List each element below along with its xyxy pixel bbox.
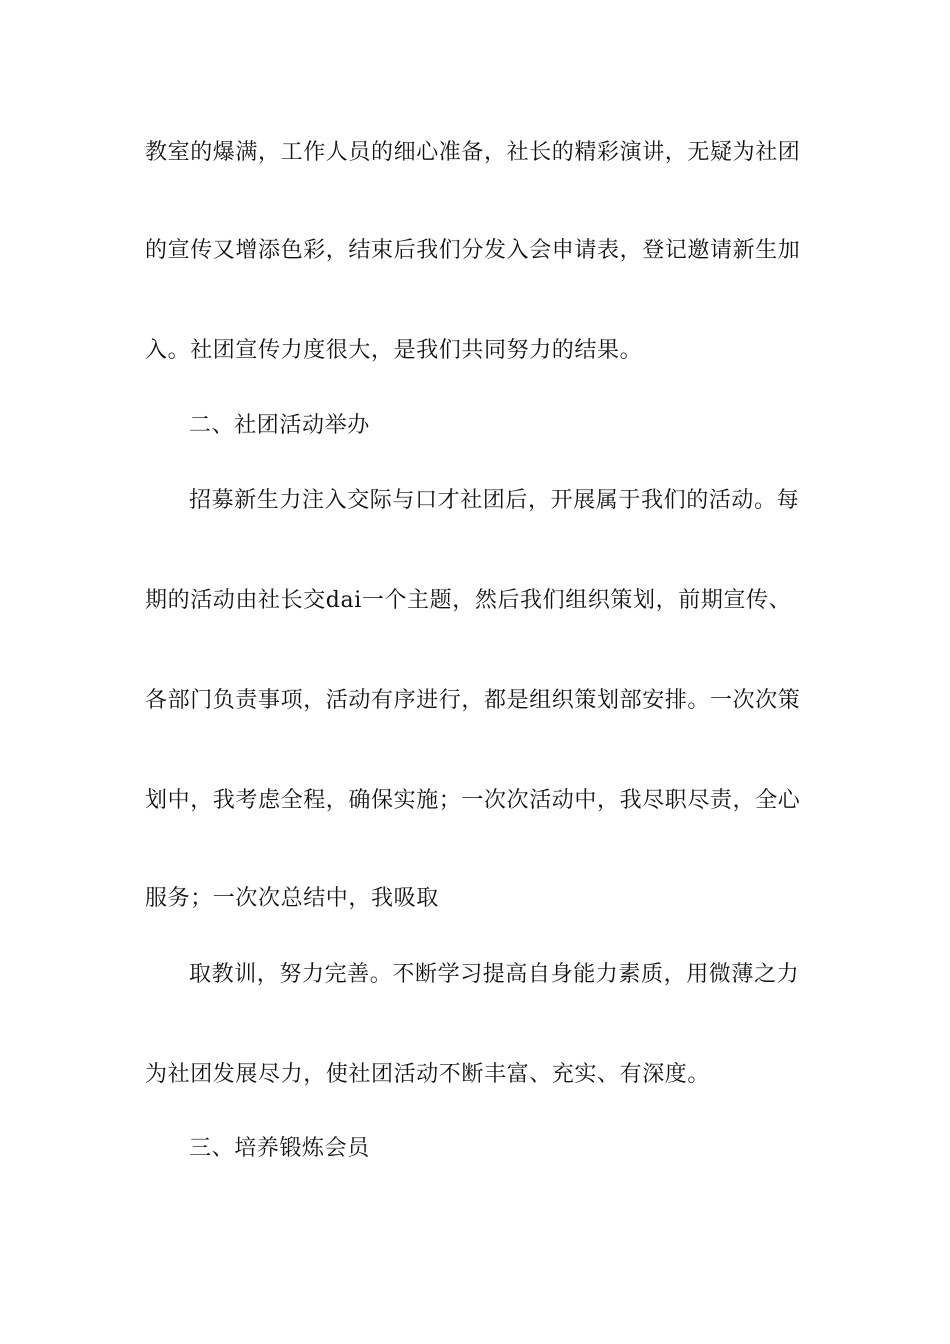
body-text-line: 划中，我考虑全程，确保实施；一次次活动中，我尽职尽责，全心 <box>145 788 801 813</box>
body-text-line: 各部门负责事项，活动有序进行，都是组织策划部安排。一次次策 <box>145 688 801 713</box>
body-text-line: 为社团发展尽力，使社团活动不断丰富、充实、有深度。 <box>145 1062 711 1087</box>
body-text-line: 教室的爆满，工作人员的细心准备，社长的精彩演讲，无疑为社团 <box>145 140 801 165</box>
body-text-line: 的宣传又增添色彩，结束后我们分发入会申请表，登记邀请新生加 <box>145 238 801 263</box>
section-heading: 二、社团活动举办 <box>189 413 370 438</box>
body-text-line: 服务；一次次总结中，我吸取 <box>145 886 439 911</box>
body-text-line: 招募新生力注入交际与口才社团后，开展属于我们的活动。每 <box>189 488 800 513</box>
body-text-line: 期的活动由社长交dai一个主题，然后我们组织策划，前期宣传、 <box>145 588 792 613</box>
body-text-line: 取教训，努力完善。不断学习提高自身能力素质，用微薄之力 <box>189 962 800 987</box>
body-text-line: 入。社团宣传力度很大，是我们共同努力的结果。 <box>145 338 643 363</box>
section-heading: 三、培养锻炼会员 <box>189 1136 370 1161</box>
